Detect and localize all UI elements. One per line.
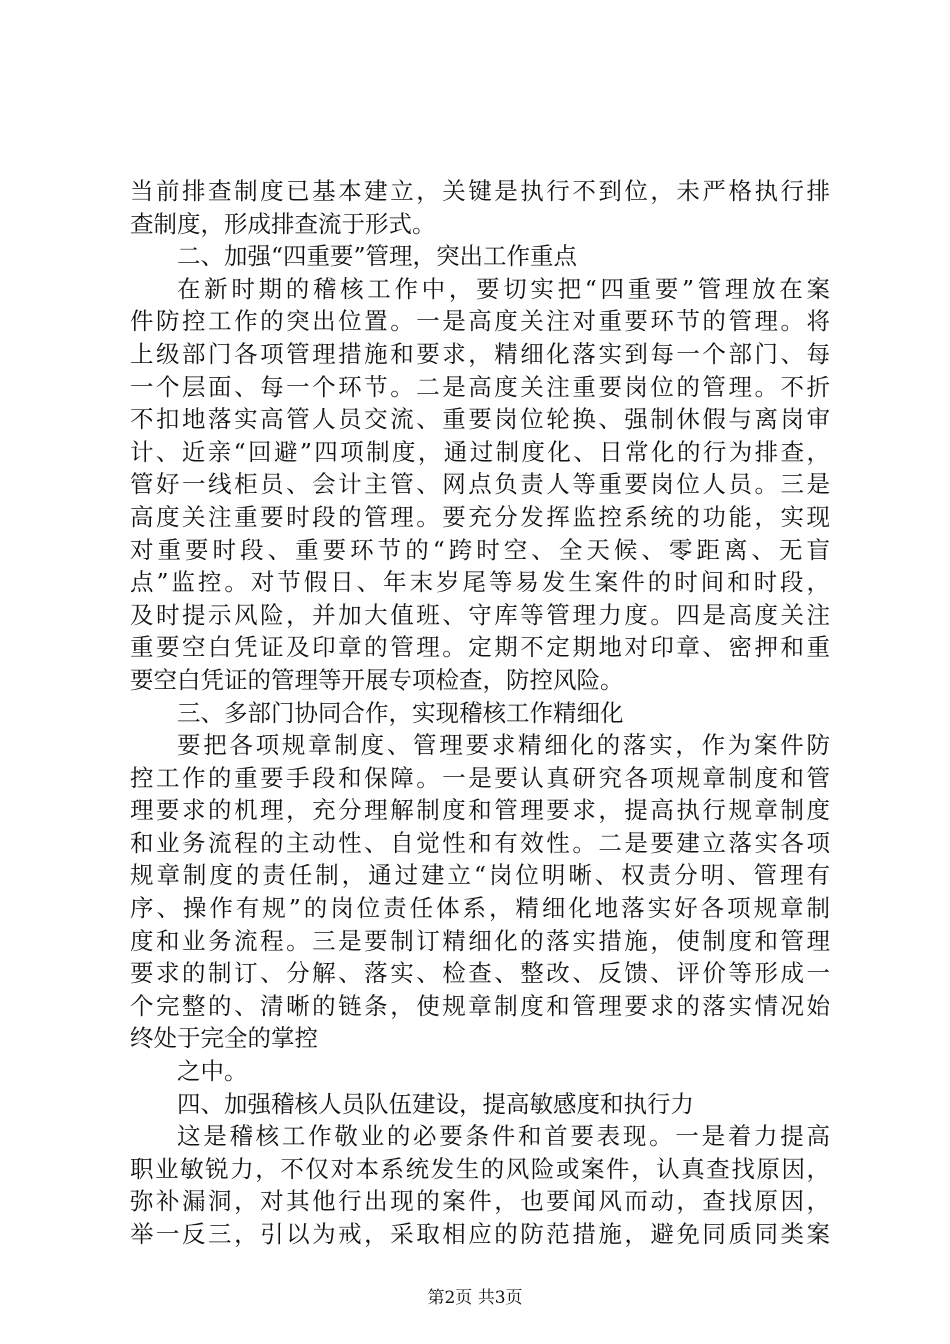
text-line: 管好一线柜员、会计主管、网点负责人等重要岗位人员。三是: [130, 470, 830, 499]
text-line: 上级部门各项管理措施和要求，精细化落实到每一个部门、每: [130, 339, 830, 368]
text-line: 四、加强稽核人员队伍建设，提高敏感度和执行力: [177, 1089, 694, 1118]
text-line: 高度关注重要时段的管理。要充分发挥监控系统的功能，实现: [130, 502, 830, 531]
text-line: 不扣地落实高管人员交流、重要岗位轮换、强制休假与离岗审: [130, 405, 830, 434]
text-line: 规章制度的责任制，通过建立“岗位明晰、权责分明、管理有: [130, 861, 830, 890]
text-line: 这是稽核工作敬业的必要条件和首要表现。一是着力提高: [177, 1122, 830, 1151]
text-line: 三、多部门协同合作，实现稽核工作精细化: [177, 698, 624, 727]
document-body: [130, 175, 830, 1251]
text-line: 当前排查制度已基本建立，关键是执行不到位，未严格执行排: [130, 177, 830, 205]
text-line: 在新时期的稽核工作中，要切实把“四重要”管理放在案: [177, 274, 830, 303]
text-line: 度和业务流程。三是要制订精细化的落实措施，使制度和管理: [130, 926, 830, 955]
text-line: 点”监控。对节假日、年末岁尾等易发生案件的时间和时段，: [130, 568, 830, 597]
text-line: 对重要时段、重要环节的“跨时空、全天候、零距离、无盲: [130, 535, 830, 564]
text-line: 序、操作有规”的岗位责任体系，精细化地落实好各项规章制: [130, 894, 830, 923]
text-line: 弥补漏洞，对其他行出现的案件，也要闻风而动，查找原因，: [130, 1187, 830, 1216]
text-line: 件防控工作的突出位置。一是高度关注对重要环节的管理。将: [130, 307, 830, 336]
text-line: 要空白凭证的管理等开展专项检查，防控风险。: [130, 665, 624, 694]
text-line: 举一反三，引以为戒，采取相应的防范措施，避免同质同类案: [130, 1220, 830, 1248]
text-line: 终处于完全的掌控: [130, 1024, 318, 1053]
text-line: 查制度，形成排查流于形式。: [130, 209, 436, 238]
text-line: 二、加强“四重要”管理，突出工作重点: [177, 242, 578, 271]
text-line: 之中。: [177, 1057, 248, 1086]
text-line: 及时提示风险，并加大值班、守库等管理力度。四是高度关注: [130, 600, 830, 629]
text-line: 理要求的机理，充分理解制度和管理要求，提高执行规章制度: [130, 796, 830, 825]
page-footer: 第2页 共3页: [427, 1288, 523, 1308]
text-line: 一个层面、每一个环节。二是高度关注重要岗位的管理。不折: [130, 372, 830, 401]
text-line: 个完整的、清晰的链条，使规章制度和管理要求的落实情况始: [130, 991, 830, 1020]
text-line: 和业务流程的主动性、自觉性和有效性。二是要建立落实各项: [130, 828, 830, 857]
text-line: 重要空白凭证及印章的管理。定期不定期地对印章、密押和重: [130, 633, 830, 662]
text-line: 要求的制订、分解、落实、检查、整改、反馈、评价等形成一: [130, 959, 830, 988]
text-line: 控工作的重要手段和保障。一是要认真研究各项规章制度和管: [130, 763, 830, 792]
text-line: 职业敏锐力，不仅对本系统发生的风险或案件，认真查找原因，: [130, 1154, 830, 1183]
text-line: 要把各项规章制度、管理要求精细化的落实，作为案件防: [177, 731, 830, 760]
text-line: 计、近亲“回避”四项制度，通过制度化、日常化的行为排查，: [130, 437, 830, 466]
